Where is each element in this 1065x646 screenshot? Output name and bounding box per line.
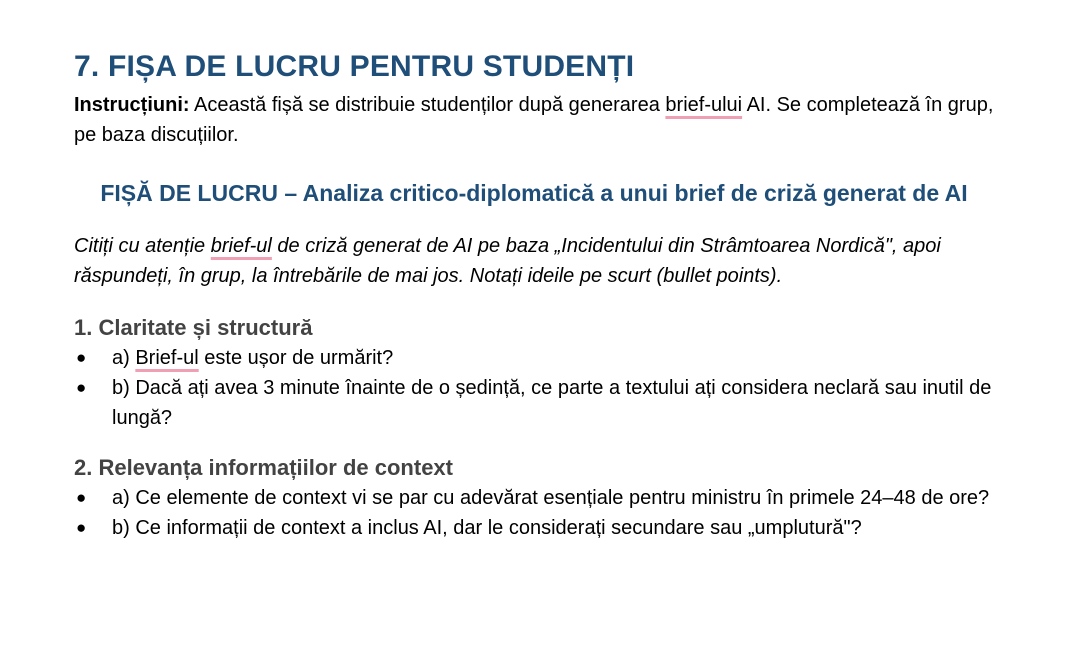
- spellcheck-flagged-word[interactable]: brief-ului: [665, 94, 743, 116]
- spellcheck-flagged-word[interactable]: Brief-ul: [135, 347, 199, 369]
- bullet-icon: ●: [76, 348, 87, 367]
- item-prefix: b): [112, 377, 136, 399]
- bullet-icon: ●: [76, 518, 87, 537]
- bullet-icon: ●: [76, 378, 87, 397]
- intro-paragraph: [74, 231, 994, 291]
- document-page: [74, 0, 994, 543]
- list-item: [74, 373, 994, 433]
- item-text: Ce elemente de context vi se par cu adevărat esențiale pentru ministru în primele 24–48 de ore?: [135, 487, 990, 509]
- item-prefix: a): [112, 347, 136, 369]
- list-item: [74, 483, 994, 513]
- instructions-paragraph: [74, 90, 994, 150]
- question-list-2: [74, 483, 994, 543]
- item-prefix: a): [112, 487, 136, 509]
- item-text: este ușor de urmărit?: [198, 347, 394, 369]
- section-title: 7. FIȘA DE LUCRU PENTRU STUDENȚI: [74, 50, 635, 83]
- list-item: [74, 343, 994, 373]
- intro-text-after: de criză generat de AI pe baza „Incidentului din Strâmtoarea Nordică", apoi răspundeți, în grup, la întrebările de mai jos. Notați ideile pe scurt (bullet points).: [74, 235, 941, 287]
- spellcheck-flagged-word[interactable]: brief-ul: [210, 235, 272, 257]
- question-heading-1: 1. Claritate și structură: [74, 315, 313, 340]
- instructions-text-after: AI. Se completează în grup, pe baza discuțiilor.: [74, 94, 994, 146]
- instructions-label: Instrucțiuni:: [74, 94, 190, 116]
- question-list-1: [74, 343, 994, 433]
- item-prefix: b): [112, 517, 136, 539]
- bullet-icon: ●: [76, 488, 87, 507]
- list-item: [74, 513, 994, 543]
- question-heading-2: 2. Relevanța informațiilor de context: [74, 455, 453, 480]
- instructions-text-before: Această fișă se distribuie studenților după generarea: [189, 94, 666, 116]
- item-text: Ce informații de context a inclus AI, dar le considerați secundare sau „umplutură"?: [135, 517, 862, 539]
- worksheet-title: FIȘĂ DE LUCRU – Analiza critico-diplomatică a unui brief de criză generat de AI: [100, 180, 968, 206]
- item-text: Dacă ați avea 3 minute înainte de o ședință, ce parte a textului ați considera neclară sau inutil de lungă?: [112, 377, 992, 429]
- intro-text-before: Citiți cu atenție: [74, 235, 211, 257]
